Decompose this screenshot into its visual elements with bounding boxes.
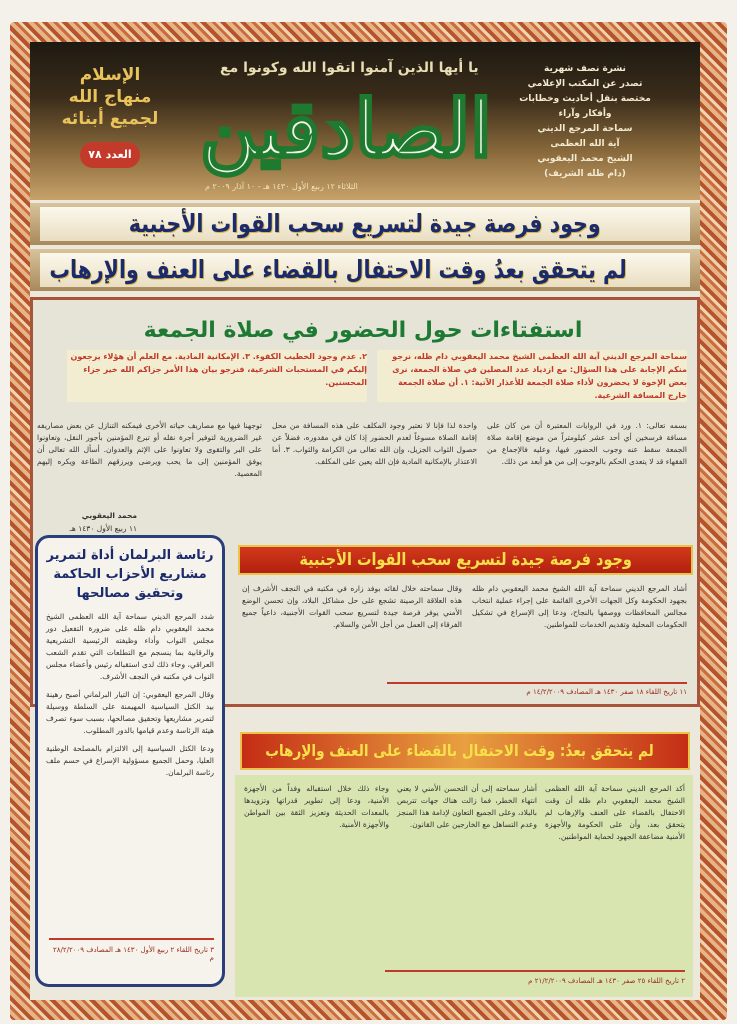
fatwa-answer-col-2: واحدة لذا فإنا لا نعتبر وجود المكلف على هذه المسافة من محل إقامة الصلاة مسوغاً لعدم الحضور إذا كان في مقدوره، فضلاً عن حصول الثواب الجزيل، وإن الله تعالى من الكرامة والثواب. ٣. أما الاعتذار بالإمكانية المادية فإن الله يعين على المكلف. bbox=[272, 421, 477, 466]
headline-bar bbox=[30, 249, 700, 291]
info-line: وأفكار وآراء bbox=[558, 109, 612, 119]
info-line: آية الله العظمى bbox=[550, 139, 620, 149]
fatwa-signature: محمد اليعقوبي bbox=[81, 511, 137, 520]
article1-title: وجود فرصة جيدة لتسريع سحب القوات الأجنبية bbox=[299, 550, 632, 570]
info-line: تصدر عن المكتب الإعلامي bbox=[527, 79, 643, 89]
slogan-line: منهاج الله bbox=[68, 87, 152, 107]
info-line: نشرة نصف شهرية bbox=[544, 64, 626, 74]
headline-panel bbox=[40, 253, 690, 287]
slogan-line: الإسلام bbox=[79, 65, 141, 85]
slogan bbox=[55, 64, 165, 130]
info-line: (دام ظله الشريف) bbox=[544, 169, 626, 179]
sidebox-para: ودعا الكتل السياسية إلى الالتزام بالمصلحة الوطنية العليا، وحمل الجميع مسؤولية الإسراع في حسم ملف رئاسة البرلمان. bbox=[46, 744, 214, 777]
article2-title: لم يتحقق بعدُ: وقت الاحتفال بالقضاء على العنف والإرهاب bbox=[265, 741, 654, 760]
article2-footnote: ٢ تاريخ اللقاء ٢٥ صفر ١٤٣٠ هـ المصادف ٢١/٢/٢٠٠٩ م bbox=[528, 977, 685, 985]
masthead-verse: يا أيها الذين آمنوا اتقوا الله وكونوا مع bbox=[220, 60, 479, 76]
headline-2: لم يتحقق بعدُ وقت الاحتفال بالقضاء على العنف والإرهاب bbox=[49, 255, 627, 284]
fatwa-question-right: سماحة المرجع الديني آية الله العظمى الشيخ محمد اليعقوبي دام ظله، نرجو منكم الإجابة على هذا السؤال: مع ازدياد عدد المصلين في صلاة الجمعة، نرى بعض الإخوة لا يحضرون لأداء صلاة الجمعة للأعذار الآتية: ١. أن صلاة الجمعة خارج المسافة الشرعية. bbox=[377, 350, 687, 402]
fatwa-question-left: ٢. عدم وجود الخطيب الكفوء. ٣. الإمكانية المادية. مع العلم أن هؤلاء يرجعون إليكم في المستحبات الشرعية، فنرجو بيان هذا الأمر جزاكم الله خير جزاء المحسنين. bbox=[67, 350, 367, 402]
article2-area bbox=[235, 775, 693, 997]
headline-panel bbox=[40, 207, 690, 241]
divider bbox=[49, 938, 214, 940]
divider bbox=[385, 970, 685, 972]
info-line: مختصة بنقل أحاديث وخطابات bbox=[519, 94, 651, 104]
sidebox-footnote: ٣ تاريخ اللقاء ٢ ربيع الأول ١٤٣٠ هـ المصادف ٢٨/٢/٢٠٠٩ م bbox=[53, 946, 214, 962]
slogan-line: لجميع أبنائه bbox=[61, 109, 159, 129]
article1-title-bar bbox=[238, 545, 693, 575]
article2-col-3: وجاء ذلك خلال استقباله وفداً من الأجهزة الأمنية، ودعا إلى تطوير قدراتها وتزويدها بالمعدات الحديثة وتعزيز الثقة بين المواطن والأجهزة الأمنية. bbox=[244, 784, 389, 829]
article2-col-1: أكد المرجع الديني سماحة آية الله العظمى الشيخ محمد اليعقوبي دام ظله أن وقت الاحتفال بالقضاء على العنف والإرهاب لم يتحقق بعد، وأن على الحكومة والأجهزة الأمنية مضاعفة الجهود لحماية المواطنين. bbox=[545, 784, 685, 841]
info-line: سماحة المرجع الديني bbox=[537, 124, 633, 134]
newspaper-page bbox=[30, 42, 700, 1000]
masthead bbox=[30, 42, 700, 200]
headline-1: وجود فرصة جيدة لتسريع سحب القوات الأجنبية bbox=[129, 209, 601, 238]
article1-col-1: أشاد المرجع الديني سماحة آية الله الشيخ محمد اليعقوبي دام ظله بجهود الحكومة وكل الجهات الأخرى القائمة على إجراء عملية انتخاب مجالس المحافظات ووصفها بالنجاح، ودعا إلى الإسراع في تشكيل الحكومات المحلية وتقديم الخدمات للمواطنين. bbox=[472, 584, 687, 629]
article1-col-2: وقال سماحته خلال لقائه بوفد زاره في مكتبه في النجف الأشرف إن هذه العلاقة الرصينة تشجع على حل مشاكل البلاد، وإن تحسن الوضع الأمني يوفر فرصة جيدة لتسريع سحب القوات الأجنبية، داعياً جميع الفرقاء إلى العمل من أجل الأمن والسلام. bbox=[242, 584, 462, 629]
article1-footnote: ١١ تاريخ اللقاء ١٨ صفر ١٤٣٠ هـ المصادف ١٤/٢/٢٠٠٩ م bbox=[526, 688, 687, 696]
article2-title-bar bbox=[240, 732, 690, 770]
sidebox-para: وقال المرجع اليعقوبي: إن التيار البرلماني أصبح رهينة بيد الكتل السياسية المهيمنة على السلطة ووسيلة لتمرير مشاريعها وتحقيق مصالحها، بسبب سوء تصرف هيئة الرئاسة وعدم قيامها بالدور المطلوب. bbox=[46, 690, 214, 735]
fatwa-signature-date: ١١ ربيع الأول ١٤٣٠ هـ bbox=[69, 524, 137, 533]
sidebox-para: شدد المرجع الديني سماحة آية الله العظمى الشيخ محمد اليعقوبي دام ظله على ضرورة التفعيل دور مجلس النواب وأداء وظيفته الرئيسية التشريعية والرقابية بما ينسجم مع التطلعات التي تقدم الشعب العراقي، وجاء ذلك لدى استقباله رئيس وأعضاء مجلس النواب في مكتبه في النجف الأشرف. bbox=[46, 612, 214, 681]
article2-col-2: أشار سماحته إلى أن التحسن الأمني لا يعني انتهاء الخطر، فما زالت هناك جهات تتربص بالبلاد، وعلى الجميع التعاون لإدامة هذا المنجز وعدم التساهل مع الخارجين على القانون. bbox=[397, 784, 537, 829]
fatwa-title: استفتاءات حول الحضور في صلاة الجمعة bbox=[143, 318, 583, 343]
fatwa-answer-col-1: بسمه تعالى: ١. ورد في الروايات المعتبرة أن من كان على مسافة فرسخين أي أحد عشر كيلومتراً من موضع إقامة صلاة الجمعة سقط عنه وجوب الحضور فيها، وعليه فالإجماع من الفقهاء قد لا يتعدى الحكم بالوجوب إلى من هو أبعد من ذلك. bbox=[487, 421, 687, 466]
sidebox-title: رئاسة البرلمان أداة لتمرير مشاريع الأحزاب الحاكمة وتحقيق مصالحها bbox=[46, 548, 214, 601]
parliament-sidebox bbox=[35, 535, 225, 987]
info-line: الشيخ محمد اليعقوبي bbox=[537, 154, 633, 164]
issue-number-badge: العدد ٧٨ bbox=[80, 142, 140, 168]
fatwa-answer-col-3: توجهنا فيها مع مصاريف حياته الأخرى فيمكنه التنازل عن بعض مصاريفه غير الضرورية لتوفير أجرة نقله أو تبرع المؤمنين بأجور النقل، وتعاونوا على البر والتقوى ولا تعاونوا على الإثم والعدوان. أسأل الله تعالى أن يوفق المؤمنين إلى ما يحب ويرضى ويرزقهم الطاعة ويكره إليهم المعصية. bbox=[37, 421, 262, 478]
publication-info bbox=[510, 62, 660, 182]
newspaper-logo: الصادقين bbox=[200, 84, 492, 175]
headline-bar bbox=[30, 203, 700, 245]
divider bbox=[387, 682, 687, 684]
issue-date: الثلاثاء ١٢ ربيع الأول ١٤٣٠ هـ - ١٠ آذار ٢٠٠٩ م bbox=[205, 182, 358, 191]
